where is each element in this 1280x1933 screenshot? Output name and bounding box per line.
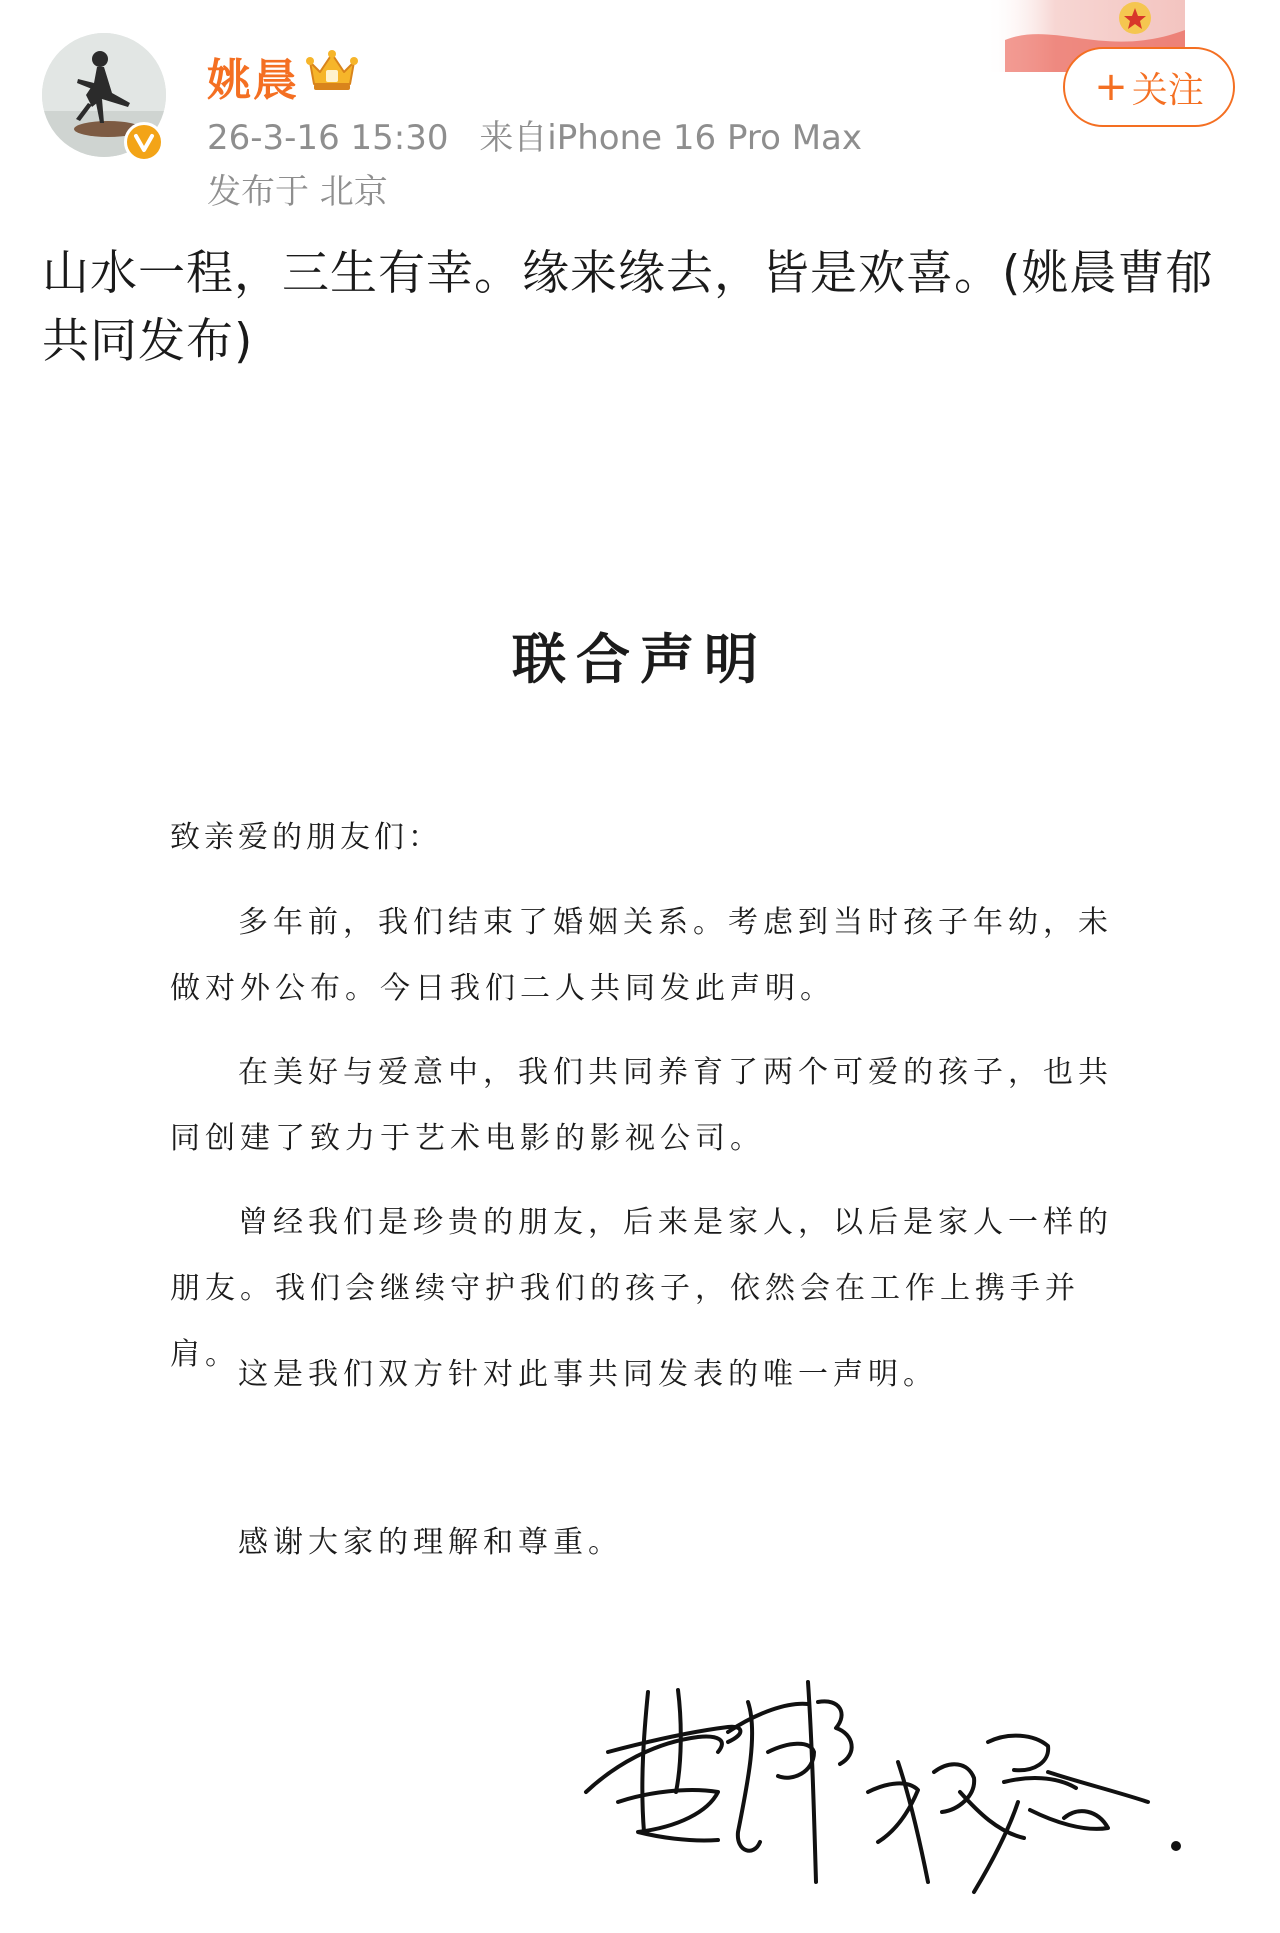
follow-button[interactable] xyxy=(1063,47,1235,127)
handwritten-signature xyxy=(578,1642,1218,1932)
post-source: 来自iPhone 16 Pro Max xyxy=(479,118,862,158)
post-text: 山水一程，三生有幸。缘来缘去，皆是欢喜。(姚晨曹郁共同发布) xyxy=(42,246,1214,369)
verified-badge-icon xyxy=(124,122,164,162)
statement-greeting: 致亲爱的朋友们： xyxy=(170,820,442,855)
post-meta xyxy=(207,110,862,159)
plus-icon: + xyxy=(1094,64,1128,110)
statement-paragraph: 在美好与爱意中，我们共同养育了两个可爱的孩子，也共同创建了致力于艺术电影的影视公司。 xyxy=(170,1055,1113,1156)
statement-title: 联合声明 xyxy=(512,627,768,691)
author-name[interactable]: 姚晨 xyxy=(207,55,299,106)
statement-paragraph: 曾经我们是珍贵的朋友，后来是家人，以后是家人一样的朋友。我们会继续守护我们的孩子，依然会在工作上携手并肩。 xyxy=(170,1205,1113,1372)
statement-image[interactable] xyxy=(42,412,1238,1933)
statement-paragraph: 感谢大家的理解和尊重。 xyxy=(238,1525,623,1560)
statement-paragraph: 这是我们双方针对此事共同发表的唯一声明。 xyxy=(238,1357,938,1392)
post-time: 26-3-16 15:30 xyxy=(207,118,449,158)
crown-badge-icon xyxy=(304,48,360,92)
post-location: 发布于 北京 xyxy=(207,172,388,212)
statement-paragraph: 多年前，我们结束了婚姻关系。考虑到当时孩子年幼，未做对外公布。今日我们二人共同发此声明。 xyxy=(170,905,1113,1006)
follow-label: 关注 xyxy=(1131,69,1204,111)
